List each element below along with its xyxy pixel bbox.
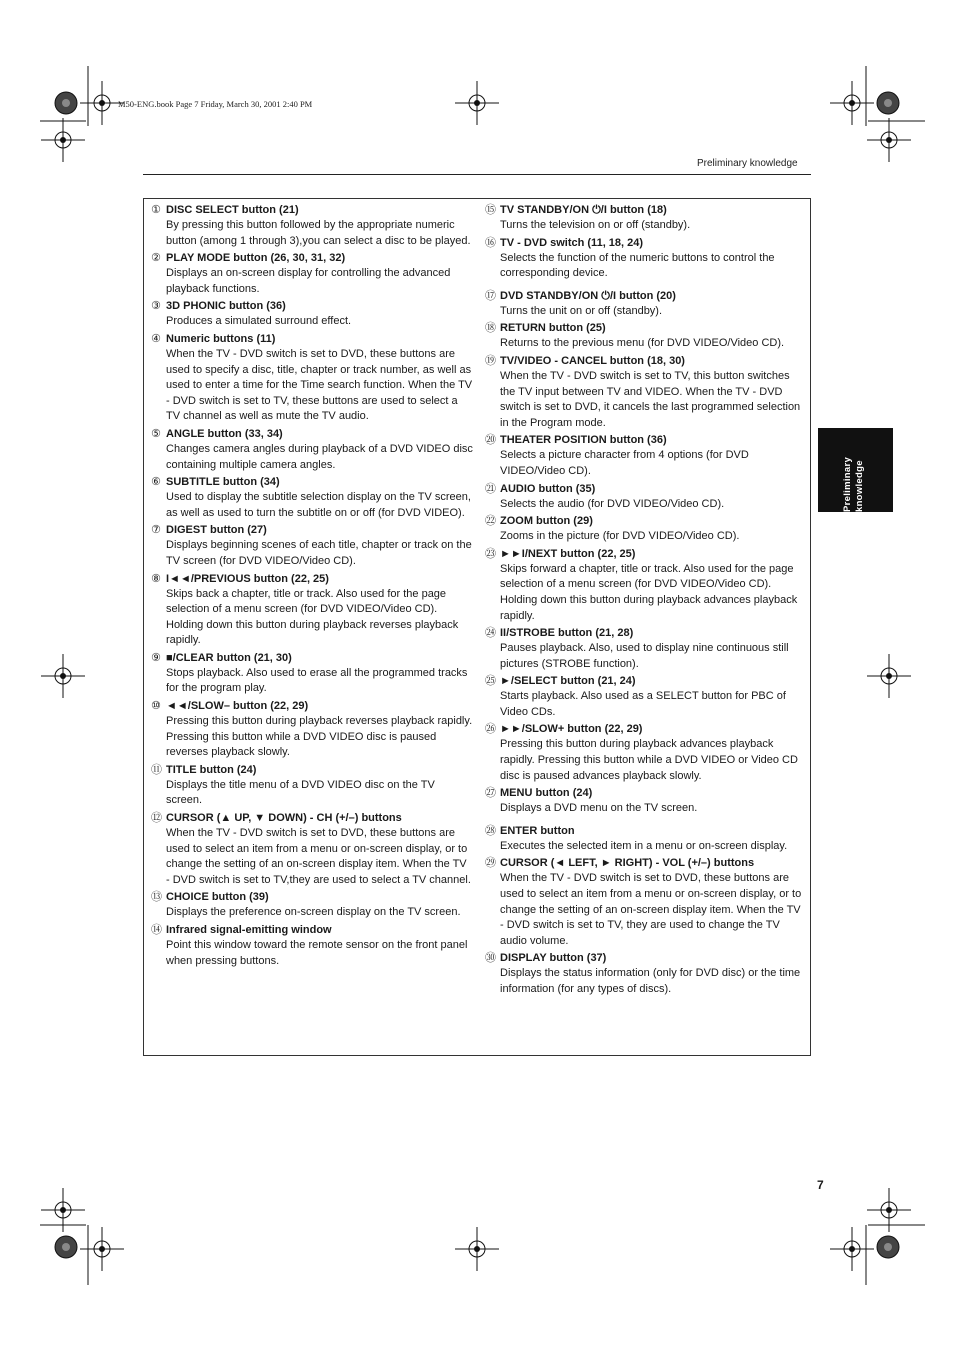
registration-disc-icon xyxy=(55,1236,77,1258)
entry-title-text: ►/SELECT button (21, 24) xyxy=(500,675,636,688)
button-entry xyxy=(485,354,805,431)
entry-number: ㉕ xyxy=(485,675,496,688)
crosshair-icon xyxy=(80,1227,124,1271)
print-slug: M50-ENG.book Page 7 Friday, March 30, 2001 2:40 PM xyxy=(118,99,313,109)
entry-description: Selects the function of the numeric buttons to control the corresponding device. xyxy=(500,251,775,280)
entry-title xyxy=(485,674,805,689)
entry-title-text: TV/VIDEO - CANCEL button (18, 30) xyxy=(500,354,685,367)
button-entry xyxy=(151,523,473,569)
crosshair-icon xyxy=(41,118,85,162)
entry-description: When the TV - DVD switch is set to TV, this button switches the TV input between TV and VIDEO. When the TV - DVD switch is set to DVD, it cancels the last programmed selection in the Program mode. xyxy=(500,369,801,429)
entry-description: Skips forward a chapter, title or track. Also used for the page selection of a menu screen (for DVD VIDEO/Video CD). Holding down this button during playback advances playback rapidly. xyxy=(500,562,798,622)
registration-disc-icon xyxy=(877,92,899,114)
button-entry xyxy=(151,475,473,521)
crosshair-icon xyxy=(455,1227,499,1271)
entry-number: ⑪ xyxy=(151,763,162,776)
entry-title-text: PLAY MODE button (26, 30, 31, 32) xyxy=(166,252,346,265)
entry-number: ⑫ xyxy=(151,812,162,825)
entry-number: ⑧ xyxy=(151,572,161,585)
entry-number: ⑩ xyxy=(151,700,161,713)
entry-description: Selects a picture character from 4 options (for DVD VIDEO/Video CD). xyxy=(500,449,749,477)
entry-title-text: AUDIO button (35) xyxy=(500,482,596,495)
entry-title-text: DVD STANDBY/ON ⏻/I button (20) xyxy=(500,289,676,302)
entry-number: ㉗ xyxy=(485,787,496,800)
button-entry xyxy=(485,547,805,624)
entry-title xyxy=(151,332,473,347)
entry-description: Used to display the subtitle selection display on the TV screen, as well as used to turn the subtitle on or off (for DVD VIDEO). xyxy=(166,491,471,519)
entry-title-text: DISC SELECT button (21) xyxy=(166,204,299,216)
button-entry xyxy=(485,626,805,672)
entry-description: Turns the television on or off (standby). xyxy=(500,219,691,231)
button-entry xyxy=(485,289,805,320)
header-rule xyxy=(143,174,811,175)
entry-title xyxy=(151,572,473,587)
entry-number: ③ xyxy=(151,300,161,313)
entry-title xyxy=(151,890,473,905)
entry-description: Executes the selected item in a menu or on-screen display. xyxy=(500,839,788,852)
entry-number: ② xyxy=(151,252,161,265)
entry-title-text: SUBTITLE button (34) xyxy=(166,476,280,489)
entry-title-text: TV - DVD switch (11, 18, 24) xyxy=(500,236,644,249)
entry-title xyxy=(485,203,805,218)
entry-number: ⑯ xyxy=(485,236,496,249)
entry-description: When the TV - DVD switch is set to DVD, these buttons are used to select an item from a menu or on-screen display, or to change the setting of an on-screen display item. When the TV - DVD switch is set to TV, they are used to change the TV audio volume. xyxy=(500,872,802,947)
entry-number: ⑲ xyxy=(485,354,496,367)
button-entry xyxy=(151,203,473,249)
entry-title xyxy=(151,523,473,538)
button-entry xyxy=(485,951,805,997)
entry-title xyxy=(485,482,805,497)
left-column xyxy=(151,203,473,971)
entry-title-text: DISPLAY button (37) xyxy=(500,952,607,965)
entry-title xyxy=(485,824,805,839)
entry-number: ㉒ xyxy=(485,515,496,528)
entry-title-text: ANGLE button (33, 34) xyxy=(166,427,283,440)
crosshair-icon xyxy=(867,654,911,698)
entry-title-text: ◄◄/SLOW– button (22, 29) xyxy=(166,700,309,713)
entry-description: Skips back a chapter, title or track. Also used for the page selection of a menu screen (for DVD VIDEO/Video CD). Holding down this button during playback reverses playback rapidly. xyxy=(166,587,459,647)
entry-number: ⑤ xyxy=(151,427,161,440)
entry-description: Displays an on-screen display for controlling the advanced playback functions. xyxy=(166,267,451,295)
right-column xyxy=(485,203,805,1000)
entry-description: When the TV - DVD switch is set to DVD, these buttons are used to specify a disc, title, chapter or track number, as well as used to enter a time for the Time search function. When the TV - DVD switch is set to TV, these buttons are used to select a TV channel as well as mute the TV audio. xyxy=(166,347,473,423)
entry-number: ㉔ xyxy=(485,627,496,640)
entry-description: Stops playback. Also used to erase all the programmed tracks for the program play. xyxy=(166,666,468,695)
entry-description: Zooms in the picture (for DVD VIDEO/Video CD). xyxy=(500,530,740,543)
crosshair-icon xyxy=(455,81,499,125)
button-entry xyxy=(485,203,805,234)
entry-number: ⑦ xyxy=(151,524,161,537)
button-entry xyxy=(151,651,473,697)
entry-description: Returns to the previous menu (for DVD VIDEO/Video CD). xyxy=(500,337,785,350)
entry-number: ㉓ xyxy=(485,547,496,560)
entry-title-text: CHOICE button (39) xyxy=(166,891,269,904)
entry-number: ⑥ xyxy=(151,476,161,489)
button-descriptions-box xyxy=(143,198,811,1056)
entry-description: When the TV - DVD switch is set to DVD, these buttons are used to select an item from a menu or on-screen display, or to change the setting of an on-screen display item. When the TV - DVD switch is set to TV,they are used to select a TV channel. xyxy=(166,827,471,886)
entry-description: Starts playback. Also used as a SELECT button for PBC of Video CDs. xyxy=(500,690,786,718)
entry-title-text: ENTER button xyxy=(500,824,575,837)
entry-title-text: TITLE button (24) xyxy=(166,763,257,776)
entry-number: ㉙ xyxy=(485,857,496,870)
entry-title xyxy=(151,475,473,490)
entry-title xyxy=(151,763,473,778)
entry-title xyxy=(485,236,805,251)
button-entry xyxy=(151,763,473,809)
button-entry xyxy=(485,236,805,282)
entry-title-text: RETURN button (25) xyxy=(500,322,606,335)
entry-number: ⑮ xyxy=(485,204,496,216)
entry-title xyxy=(151,699,473,714)
entry-title xyxy=(151,811,473,826)
entry-title-text: ■/CLEAR button (21, 30) xyxy=(166,651,292,664)
entry-description: Displays the status information (only for DVD disc) or the time information (for any types of discs). xyxy=(500,967,801,995)
entry-title xyxy=(485,722,805,737)
page-number: 7 xyxy=(817,1178,824,1192)
entry-number: ④ xyxy=(151,332,161,345)
entry-number: ㉚ xyxy=(485,952,496,965)
entry-description: Turns the unit on or off (standby). xyxy=(500,304,663,317)
entry-description: Point this window toward the remote sensor on the front panel when pressing buttons. xyxy=(166,939,468,967)
entry-number: ⑬ xyxy=(151,891,162,904)
entry-title-text: ZOOM button (29) xyxy=(500,515,593,528)
button-entry xyxy=(485,482,805,513)
entry-title-text: ►►I/NEXT button (22, 25) xyxy=(500,547,636,560)
button-entry xyxy=(485,514,805,545)
entry-title-text: Infrared signal-emitting window xyxy=(166,924,332,936)
entry-number: ㉖ xyxy=(485,723,496,736)
entry-title xyxy=(485,856,805,871)
entry-number: ㉑ xyxy=(485,482,496,495)
entry-description: Changes camera angles during playback of a DVD VIDEO disc containing multiple camera angles. xyxy=(166,442,473,471)
entry-title-text: Numeric buttons (11) xyxy=(166,332,276,345)
button-entry xyxy=(151,332,473,425)
entry-title xyxy=(485,626,805,641)
entry-title-text: THEATER POSITION button (36) xyxy=(500,434,667,447)
registration-disc-icon xyxy=(55,92,77,114)
crosshair-icon xyxy=(830,81,874,125)
entry-title xyxy=(485,547,805,562)
entry-number: ⑱ xyxy=(485,322,496,335)
crosshair-icon xyxy=(41,654,85,698)
entry-title xyxy=(151,427,473,442)
button-entry xyxy=(485,824,805,855)
button-entry xyxy=(485,856,805,949)
entry-description: Pressing this button during playback advances playback rapidly. Pressing this button while a DVD VIDEO or Video CD disc is paused advances playback slowly. xyxy=(500,738,798,782)
entry-title-text: II/STROBE button (21, 28) xyxy=(500,627,634,640)
entry-title-text: TV STANDBY/ON ⏻/I button (18) xyxy=(500,204,667,216)
entry-title xyxy=(485,514,805,529)
entry-title-text: CURSOR (◄ LEFT, ► RIGHT) - VOL (+/–) buttons xyxy=(500,857,755,870)
entry-description: Produces a simulated surround effect. xyxy=(166,315,352,328)
button-entry xyxy=(151,427,473,473)
entry-description: Displays beginning scenes of each title, chapter or track on the TV screen (for DVD VIDEO/Video CD). xyxy=(166,539,472,567)
entry-title-text: CURSOR (▲ UP, ▼ DOWN) - CH (+/–) buttons xyxy=(166,812,402,825)
entry-number: ㉘ xyxy=(485,824,496,837)
entry-title xyxy=(151,203,473,218)
entry-title xyxy=(151,251,473,266)
crosshair-icon xyxy=(830,1227,874,1271)
entry-title-text: ►►/SLOW+ button (22, 29) xyxy=(500,723,643,736)
button-entry xyxy=(485,786,805,817)
entry-description: By pressing this button followed by the appropriate numeric button (among 1 through 3),you can select a disc to be played. xyxy=(166,219,471,247)
entry-title-text: MENU button (24) xyxy=(500,787,593,800)
entry-number: ⑨ xyxy=(151,651,161,664)
button-entry xyxy=(485,674,805,720)
entry-number: ⑭ xyxy=(151,924,162,936)
entry-title xyxy=(485,786,805,801)
entry-title xyxy=(151,299,473,314)
entry-description: Displays a DVD menu on the TV screen. xyxy=(500,802,698,815)
entry-number: ⑳ xyxy=(485,434,496,447)
running-header: Preliminary knowledge xyxy=(697,158,798,169)
button-entry xyxy=(485,722,805,784)
registration-disc-icon xyxy=(877,1236,899,1258)
entry-title xyxy=(485,433,805,448)
entry-number: ① xyxy=(151,204,161,216)
entry-title-text: I◄◄/PREVIOUS button (22, 25) xyxy=(166,572,329,585)
side-tab-label: Preliminary knowledge xyxy=(842,456,865,512)
button-entry xyxy=(485,321,805,352)
entry-description: Pressing this button during playback reverses playback rapidly. Pressing this button while a DVD VIDEO disc is paused reverses playback slowly. xyxy=(166,715,473,759)
section-side-tab xyxy=(818,428,893,512)
button-entry xyxy=(485,433,805,479)
entry-title xyxy=(151,651,473,666)
button-entry xyxy=(151,251,473,297)
entry-number: ⑰ xyxy=(485,289,496,302)
button-entry xyxy=(151,699,473,761)
entry-title xyxy=(485,289,805,304)
button-entry xyxy=(151,890,473,921)
button-entry xyxy=(151,811,473,888)
button-entry xyxy=(151,299,473,330)
entry-title xyxy=(485,951,805,966)
entry-title xyxy=(485,321,805,336)
button-entry xyxy=(151,923,473,969)
entry-description: Selects the audio (for DVD VIDEO/Video CD). xyxy=(500,497,725,510)
crosshair-icon xyxy=(867,118,911,162)
button-entry xyxy=(151,572,473,649)
entry-title xyxy=(485,354,805,369)
entry-title-text: DIGEST button (27) xyxy=(166,524,267,537)
entry-title xyxy=(151,923,473,938)
entry-description: Pauses playback. Also, used to display nine continuous still pictures (STROBE function). xyxy=(500,642,789,670)
entry-description: Displays the preference on-screen display on the TV screen. xyxy=(166,906,461,919)
entry-description: Displays the title menu of a DVD VIDEO disc on the TV screen. xyxy=(166,778,435,807)
entry-title-text: 3D PHONIC button (36) xyxy=(166,300,286,313)
